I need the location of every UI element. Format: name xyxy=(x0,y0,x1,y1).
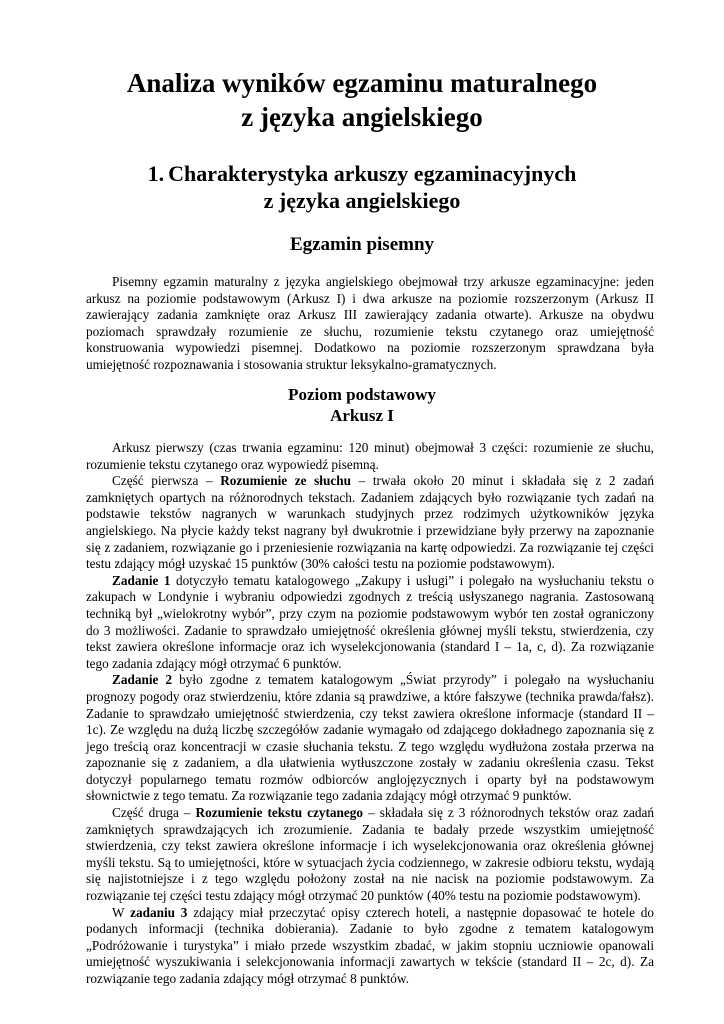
zad3-pre: W xyxy=(112,904,131,920)
paragraph-czesc-druga xyxy=(86,805,654,905)
zad1-post: dotyczyło tematu katalogowego „Zakupy i usługi” i polegało na wysłuchaniu tekstu o zakupach w Londynie i wybraniu odpowiedzi zgodnych z treścią usłyszanego nagrania. Zastosowaną techniką był „wielokrotny wybór”, przy czym na poziomie podstawowym wybór ten został ograniczony do 3 możliwości. Zadanie to sprawdzało umiejętność określenia głównej myśli tekstu, stwierdzenia, czy tekst zawiera określone informacje oraz ich wyselekcjonowania (standard I – 1a, c, d). Za rozwiązanie tego zadania zdający mógł otrzymać 6 punktów. xyxy=(86,572,654,671)
section-title-line-2: z języka angielskiego xyxy=(263,188,461,213)
czesc2-bold: Rozumienie tekstu czytanego xyxy=(195,805,364,821)
zad3-post: zdający miał przeczytać opisy czterech hoteli, a następnie dopasować te hotele do podanych informacji (technika dobierania). Zadanie to było zgodne z tematem katalogowym „Podróżowanie i turystyka” i miało przede wszystkim zbadać, w jakim stopniu uczniowie opanowali umiejętność wyszukiwania i selekcjonowania informacji zawartych w tekście (standard II – 2c, d). Za rozwiązanie tego zadania zdający mógł otrzymać 8 punktów. xyxy=(86,904,654,986)
paragraph-zadanie-2 xyxy=(86,672,654,805)
section-heading xyxy=(60,160,664,214)
title-line-1: Analiza wyników egzaminu maturalnego xyxy=(126,68,598,98)
czesc2-pre: Część druga – xyxy=(112,805,196,821)
czesc2-post: – składała się z 3 różnorodnych tekstów oraz zadań zamkniętych sprawdzających ich zrozumienie. Zadania te badały przede wszystkim umiejętność stwierdzenia, czy tekst zawiera określone informacje i ich wyselekcjonowania oraz określenia głównej myśli tekstu. Są to umiejętności, które w sytuacjach życia codziennego, w zakresie odbioru tekstu, wydają się najistotniejsze i z tego względu położony został na nie nacisk na poziomie podstawowym. Za rozwiązanie tej części testu zdający mógł otrzymać 20 punktów (40% testu na poziomie podstawowym). xyxy=(86,805,654,904)
zad2-post: było zgodne z tematem katalogowym „Świat przyrody” i polegało na wysłuchaniu prognozy pogody oraz stwierdzeniu, które zdania są prawdziwe, a które fałszywe (technika prawda/fałsz). Zadanie to sprawdzało umiejętność stwierdzenia, czy tekst zawiera określone informacje (standard II – 1c). Ze względu na dużą liczbę szczegółów zadanie wymagało od zdającego dokładnego zapoznania się z jego treścią oraz koncentracji w czasie słuchania tekstu. Z tego względu wydłużona została przerwa na zapoznanie się z zadaniem, a dla ułatwienia wytłuszczone zostały w zadaniu określenia czasu. Tekst dotyczył popularnego tematu rozmów odbiorców anglojęzycznych i oparty był na podstawowym słownictwie z tego tematu. Za rozwiązanie tego zadania zdający mógł otrzymać 9 punktów. xyxy=(86,672,654,804)
paragraph-zadanie-1 xyxy=(86,573,654,673)
paragraph-arkusz: Arkusz pierwszy (czas trwania egzaminu: 120 minut) obejmował 3 części: rozumienie ze słuchu, rozumienie tekstu czytanego oraz wypowiedź pisemną. xyxy=(86,440,654,472)
title-line-2: z języka angielskiego xyxy=(241,102,483,132)
heading-poziom-line-1: Poziom podstawowy xyxy=(288,385,436,404)
section-number: 1. xyxy=(147,161,165,186)
intro-paragraph: Pisemny egzamin maturalny z języka angielskiego obejmował trzy arkusze egzaminacyjne: jeden arkusz na poziomie podstawowym (Arkusz I) i dwa arkusze na poziomie rozszerzonym (Arkusz II zawierający zadania zamknięte oraz Arkusz III zawierający zadania otwarte). Arkusze na obydwu poziomach sprawdzały rozumienie ze słuchu, rozumienie tekstu czytanego oraz umiejętność konstruowania wypowiedzi pisemnej. Dodatkowo na poziomie rozszerzonym sprawdzana była umiejętność rozpoznawania i stosowania struktur leksykalno-gramatycznych. xyxy=(86,274,654,372)
zad2-bold: Zadanie 2 xyxy=(112,672,173,688)
heading-poziom-line-2: Arkusz I xyxy=(330,406,394,425)
czesc1-pre: Część pierwsza – xyxy=(112,473,221,489)
intro-block xyxy=(86,274,654,374)
zad1-bold: Zadanie 1 xyxy=(112,572,171,588)
arkusz-body xyxy=(86,440,654,988)
paragraph-zadanie-3 xyxy=(86,905,654,988)
section-title-line-1: Charakterystyka arkuszy egzaminacyjnych xyxy=(168,161,577,186)
zad3-bold: zadaniu 3 xyxy=(130,904,188,920)
heading-poziom-podstawowy xyxy=(60,384,664,426)
document-title xyxy=(60,66,664,134)
heading-egzamin-pisemny: Egzamin pisemny xyxy=(289,234,435,255)
paragraph-czesc-pierwsza xyxy=(86,473,654,573)
czesc1-bold: Rozumienie ze słuchu xyxy=(220,473,351,489)
czesc1-post: – trwała około 20 minut i składała się z 2 zadań zamkniętych opartych na różnorodnych tekstach. Zadaniem zdających było rozwiązanie tych zadań na podstawie tekstów nagranych w warunkach studyjnych przez rodzimych użytkowników języka angielskiego. Na płycie każdy tekst nagrany był dwukrotnie i przewidziane były przerwy na zapoznanie się z zadaniem, rozwiązanie go i przeniesienie rozwiązania na kartę odpowiedzi. Za rozwiązanie tej części testu zdający mógł uzyskać 15 punktów (30% całości testu na poziomie podstawowym). xyxy=(86,473,655,572)
